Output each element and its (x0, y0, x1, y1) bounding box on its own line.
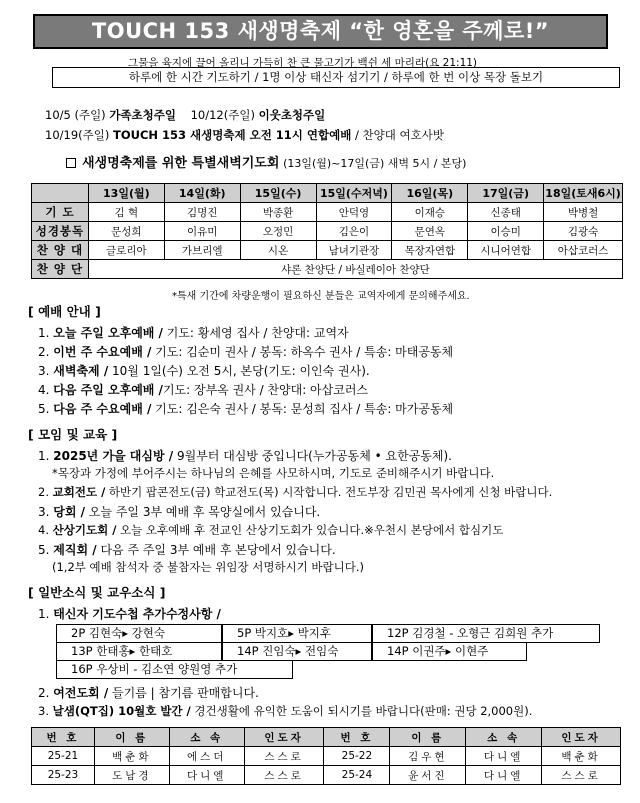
item-number: 3. (38, 505, 50, 519)
item-detail: 들기름 | 참기름 판매합니다. (108, 686, 259, 700)
table-cell: 윤서진 (390, 766, 466, 785)
table-cell: 25-24 (324, 766, 390, 785)
table-row (32, 222, 623, 241)
column-header: 인도자 (542, 728, 621, 747)
item-detail: 10월 1일(수) 오전 5시, 본당(기도: 이인숙 권사). (108, 364, 370, 378)
event-note: / 찬양대 여호사밧 (355, 128, 444, 142)
item-detail: 기도: 김은숙 권사 / 봉독: 문성희 집사 / 특송: 마가공동체 (151, 402, 454, 416)
list-item (38, 703, 532, 719)
day-header: 18일(토새6시) (544, 184, 623, 203)
item-number: 3. (38, 364, 50, 378)
table-cell: 시니어연합 (468, 241, 544, 260)
table-cell: 문연옥 (392, 222, 468, 241)
item-detail: 오늘 주일 3부 예배 후 목양실에서 있습니다. (85, 505, 321, 519)
correction-cell: 14P 이권주▸ 이현주 (372, 642, 527, 661)
column-header: 번 호 (324, 728, 390, 747)
newcomer-guide-table (31, 727, 621, 785)
list-item (38, 324, 349, 341)
table-cell: 다니엘 (169, 766, 244, 785)
prayer-meeting-title (66, 152, 466, 171)
table-cell: 문성희 (88, 222, 164, 241)
column-header: 이 름 (390, 728, 466, 747)
table-cell: 김광숙 (544, 222, 623, 241)
item-title: 이번 주 수요예배 / (53, 345, 152, 359)
date: 10/19(주일) (45, 128, 110, 142)
table-cell: 박병철 (544, 203, 623, 222)
list-item (38, 447, 452, 464)
list-item (38, 541, 336, 558)
row-header: 기 도 (32, 203, 89, 222)
table-cell: 목장자연합 (392, 241, 468, 260)
table-cell: 25-21 (32, 747, 95, 766)
table-header-row (32, 728, 621, 747)
item-number: 1. (38, 326, 50, 340)
schedule-line-2 (45, 127, 444, 143)
table-row (32, 747, 621, 766)
table-cell: 다니엘 (466, 766, 542, 785)
table-cell: 김은이 (316, 222, 392, 241)
item-title: 태신자 기도수첩 추가수정사항 / (53, 607, 221, 621)
table-cell: 스스로 (244, 766, 324, 785)
table-cell: 도남경 (94, 766, 169, 785)
item-note: *목장과 가정에 부어주시는 하나님의 은혜를 사모하시며, 기도로 준비해주시기 바랍니다. (52, 466, 495, 480)
table-cell: 오정민 (240, 222, 316, 241)
table-cell: 이승미 (468, 222, 544, 241)
table-cell: 시온 (240, 241, 316, 260)
item-detail: 기도: 장부옥 권사 / 찬양대: 아삽코러스 (162, 383, 369, 397)
table-cell: 안덕영 (316, 203, 392, 222)
column-header: 소 속 (466, 728, 542, 747)
date: 10/5 (주일) (45, 108, 106, 122)
item-title: 다음 주 수요예배 / (53, 402, 152, 416)
list-item (38, 381, 368, 398)
prayer-schedule-table (31, 183, 623, 279)
correction-cell: 16P 우상비 - 김소연 양원영 추가 (56, 660, 293, 679)
table-cell: 샤론 찬양단 / 바실레이아 찬양단 (88, 260, 622, 279)
item-title: 산상기도회 / (52, 523, 117, 537)
item-number: 2. (38, 485, 49, 499)
item-number: 4. (38, 523, 49, 537)
row-header: 찬 양 대 (32, 241, 89, 260)
day-header: 15일(수저녁) (316, 184, 392, 203)
item-number: 5. (38, 402, 50, 416)
item-title: 새벽축제 / (53, 364, 109, 378)
table-cell: 백춘화 (94, 747, 169, 766)
table-cell: 박종환 (240, 203, 316, 222)
event: 가족초청주일 (109, 108, 176, 122)
item-title: 오늘 주일 오후예배 / (53, 326, 163, 340)
list-item (38, 684, 259, 701)
column-header: 인도자 (244, 728, 324, 747)
list-item (38, 343, 453, 360)
item-title: 당회 / (53, 505, 86, 519)
day-header: 16일(목) (392, 184, 468, 203)
day-header: 15일(수) (240, 184, 316, 203)
row-header: 성경봉독 (32, 222, 89, 241)
bible-verse: 그물을 육지에 끌어 올리니 가득히 찬 큰 물고기가 백쉰 세 마리라(요 21:11) (128, 57, 478, 69)
item-number: 3. (38, 704, 49, 718)
table-cell: 이재승 (392, 203, 468, 222)
table-row (32, 766, 621, 785)
schedule-line-1 (45, 107, 325, 123)
table-cell: 다니엘 (466, 747, 542, 766)
item-number: 1. (38, 449, 50, 463)
item-number: 4. (38, 383, 50, 397)
table-cell: 스스로 (244, 747, 324, 766)
item-title: 날샘(QT집) 10월호 발간 / (52, 704, 191, 718)
table-corner (32, 184, 89, 203)
column-header: 번 호 (32, 728, 95, 747)
item-detail: 하반기 팝콘전도(금) 학교전도(목) 시작합니다. 전도부장 김민권 목사에게 신청 바랍니다. (105, 485, 553, 499)
table-cell: 김 혁 (88, 203, 164, 222)
correction-cell: 12P 김경철 - 오형근 김희원 추가 (372, 624, 600, 643)
item-detail: 기도: 김순미 권사 / 봉독: 하옥수 권사 / 특송: 마태공동체 (151, 345, 454, 359)
worship-heading: [ 예배 안내 ] (28, 304, 101, 319)
table-cell: 남녀기관장 (316, 241, 392, 260)
transport-notice: *특새 기간에 차량운행이 필요하신 분들은 교역자에게 문의해주세요. (172, 291, 470, 302)
correction-cell: 2P 김현숙▸ 강현숙 (56, 624, 222, 643)
correction-cell: 14P 진임숙▸ 전임숙 (222, 642, 372, 661)
item-title: 교회전도 / (52, 485, 106, 499)
motto-box: 하루에 한 시간 기도하기 / 1명 이상 태신자 섬기기 / 하루에 한 번 이상 목장 돌보기 (52, 67, 620, 88)
table-cell: 김명진 (164, 203, 240, 222)
table-cell: 스스로 (542, 766, 621, 785)
list-item (38, 362, 370, 379)
column-header: 이 름 (94, 728, 169, 747)
table-cell: 이유미 (164, 222, 240, 241)
event: 이웃초청주일 (258, 108, 326, 122)
day-header: 13일(월) (88, 184, 164, 203)
item-title: 여전도회 / (53, 686, 109, 700)
list-item (38, 484, 552, 500)
item-number: 5. (38, 543, 50, 557)
day-header: 17일(금) (468, 184, 544, 203)
item-detail: 9월부터 대심방 중입니다(누가공동체 • 요한공동체). (173, 449, 452, 463)
correction-cell: 5P 박지호▸ 박지후 (222, 624, 372, 643)
item-detail: 경건생활에 유익한 도움이 되시기를 바랍니다(판매: 권당 2,000원). (190, 704, 533, 718)
row-header: 찬 양 단 (32, 260, 89, 279)
item-title: 제직회 / (53, 543, 97, 557)
table-row (32, 203, 623, 222)
table-row (32, 241, 623, 260)
item-number: 2. (38, 345, 50, 359)
table-cell: 25-23 (32, 766, 95, 785)
checkbox-icon (66, 158, 76, 168)
table-cell: 아삽코러스 (544, 241, 623, 260)
item-detail: 기도: 황세영 집사 / 찬양대: 교역자 (162, 326, 349, 340)
correction-cell: 13P 한태홍▸ 한태호 (56, 642, 222, 661)
table-cell: 글로리아 (88, 241, 164, 260)
item-detail: 다음 주 주일 3부 예배 후 본당에서 있습니다. (96, 543, 336, 557)
list-item (38, 400, 453, 417)
table-row (32, 260, 623, 279)
item-title: 다음 주일 오후예배 / (53, 383, 163, 397)
table-cell: 신종태 (468, 203, 544, 222)
table-cell: 백춘화 (542, 747, 621, 766)
column-header: 소 속 (169, 728, 244, 747)
prayer-title: 새생명축제를 위한 특별새벽기도회 (82, 156, 280, 171)
page-title: TOUCH 153 새생명축제 “한 영혼을 주께로!” (33, 14, 608, 49)
table-cell: 에스더 (169, 747, 244, 766)
general-heading: [ 일반소식 및 교우소식 ] (28, 585, 166, 600)
date: 10/12(주일) (190, 108, 255, 122)
table-cell: 25-22 (324, 747, 390, 766)
prayer-period: (13일(월)~17일(금) 새벽 5시 / 본당) (283, 157, 467, 170)
table-cell: 김우현 (390, 747, 466, 766)
item-note: (1,2부 예배 참석자 중 불참자는 위임장 서명하시기 바랍니다.) (52, 560, 365, 574)
item-number: 1. (38, 607, 50, 621)
event: TOUCH 153 새생명축제 오전 11시 연합예배 (113, 128, 352, 142)
meetings-heading: [ 모임 및 교육 ] (28, 427, 118, 442)
list-item (38, 522, 503, 538)
list-item (38, 503, 320, 520)
list-item (38, 605, 221, 622)
day-header: 14일(화) (164, 184, 240, 203)
item-detail: 오늘 오후예배 후 전교인 산상기도회가 있습니다.※우천시 본당에서 합심기도 (116, 523, 504, 537)
table-cell: 가브리엘 (164, 241, 240, 260)
item-title: 2025년 가을 대심방 / (53, 449, 174, 463)
item-number: 2. (38, 686, 50, 700)
